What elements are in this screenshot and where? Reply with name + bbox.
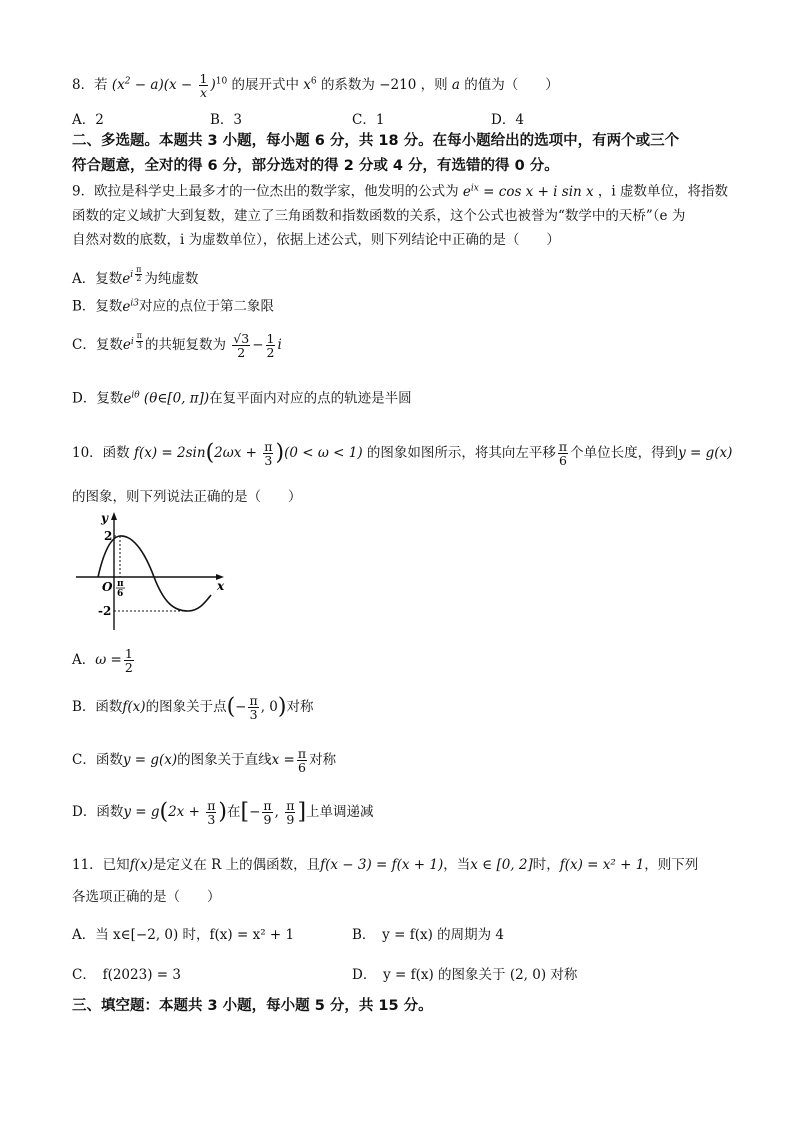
q10-option-a-frac: $\frac{1}{2}$ bbox=[124, 646, 133, 676]
q9-line1-pre: 9．欧拉是科学史上最多才的一位杰出的数学家，他发明的公式为 bbox=[72, 183, 459, 200]
q10-cond: (0 < ω < 1) bbox=[284, 445, 363, 462]
q11-stem bbox=[72, 857, 698, 873]
q9-option-c[interactable]: C．复数$e^{i \frac{\pi}{3}}$ 的共轭复数为 $\frac{√3}{2}$ − $\frac{1}{2}$ i bbox=[72, 331, 282, 361]
q8-stem-pre: 8．若 bbox=[72, 77, 108, 94]
q11-option-a[interactable]: A．当 x∈[−2, 0) 时，f(x) = x² + 1 bbox=[72, 927, 295, 943]
q10-post: 个单位长度，得到 bbox=[570, 445, 679, 462]
graph-x-tick-den: 6 bbox=[117, 589, 124, 599]
q10-line2: 的图象，则下列说法正确的是（ ） bbox=[72, 489, 302, 505]
q9-option-d[interactable] bbox=[72, 390, 412, 407]
q9-option-d-post: 在复平面内对应的点的轨迹是半圆 bbox=[209, 390, 412, 407]
q11-eq1: f(x − 3) = f(x + 1) bbox=[320, 857, 444, 873]
q10-option-c-pre: C．函数 bbox=[72, 752, 123, 769]
q10-pre: 10．函数 bbox=[72, 445, 130, 462]
q10-option-c-frac: $\frac{\pi}{6}$ bbox=[297, 746, 307, 776]
graph-y-min: -2 bbox=[98, 604, 112, 618]
q10-option-b-f: f(x) bbox=[122, 699, 146, 716]
q8-expr: $(x^2 - a)(x$ − $\frac{1}{x}$ )$^{10}$ bbox=[111, 71, 228, 101]
q10-arg: 2ωx + $\frac{\pi}{3}$ bbox=[214, 439, 273, 469]
q9-option-c-post: i bbox=[277, 337, 282, 354]
q8-stem-end: 的值为（ ） bbox=[464, 77, 559, 94]
q11-post: ，则下列 bbox=[644, 857, 699, 873]
q9-line1-post: ，i 虚数单位，将指数 bbox=[597, 183, 729, 200]
q11-mid3: 时， bbox=[532, 857, 560, 873]
q9-option-a-post: 为纯虚数 bbox=[144, 270, 199, 287]
q8-stem-mid: 的展开式中 bbox=[231, 77, 299, 94]
graph-y-label: y bbox=[101, 511, 108, 525]
q11-cond: x ∈ [0, 2] bbox=[470, 857, 533, 873]
q9-option-c-frac2: $\frac{1}{2}$ bbox=[266, 331, 275, 361]
section3-heading: 三、填空题：本题共 3 小题，每小题 5 分，共 15 分。 bbox=[72, 998, 433, 1014]
q9-option-b-post: 对应的点位于第二象限 bbox=[139, 298, 275, 315]
q10-option-d[interactable]: D．函数y = g(2x + $\frac{\pi}{3}$ )在[− $\frac{\pi}{9}$ , $\frac{\pi}{9}$ ]上单调递减 bbox=[72, 798, 374, 828]
q8-option-c[interactable]: C．1 bbox=[352, 112, 385, 128]
q8-option-d[interactable]: D．4 bbox=[491, 112, 524, 128]
q10-option-c[interactable] bbox=[72, 747, 336, 774]
q11-mid1: 是定义在 R 上的偶函数，且 bbox=[152, 857, 321, 873]
q11-option-c[interactable]: C． f(2023) = 3 bbox=[72, 967, 181, 983]
q9-line2: 函数的定义域扩大到复数，建立了三角函数和指数函数的关系，这个公式也被誉为“数学中的天桥”（e 为 bbox=[72, 208, 686, 224]
q8-stem-mid2: 的系数为 bbox=[320, 77, 375, 94]
q10-option-b[interactable]: B．函数f(x)的图象关于点(− $\frac{\pi}{3}$ , 0)对称 bbox=[72, 693, 314, 723]
q9-option-a-expr: $e^{i \frac{\pi}{2}}$ bbox=[122, 265, 142, 287]
q9-option-d-cond: (θ∈[0, π]) bbox=[143, 390, 210, 407]
q9-option-d-expr: $e^{i\theta}$ bbox=[123, 390, 140, 407]
q8-stem bbox=[72, 72, 559, 99]
q9-option-b-expr: $e^{i3}$ bbox=[122, 298, 140, 315]
q10-option-a-pre: A． bbox=[72, 652, 96, 669]
q9-option-b-pre: B．复数 bbox=[72, 298, 123, 315]
q10-stem: 10．函数 f(x) = 2sin(2ωx + $\frac{\pi}{3}$ )(0 < ω < 1) 的图象如图所示，将其向左平移 $\frac{\pi}{6}$ 个单位长度，得到y = g(x) bbox=[72, 439, 733, 469]
q10-option-b-frac: $\frac{\pi}{3}$ bbox=[249, 693, 258, 723]
q11-option-b[interactable]: B． y = f(x) 的周期为 4 bbox=[352, 927, 505, 943]
q10-option-b-pre: B．函数 bbox=[72, 699, 123, 716]
q9-option-d-pre: D．复数 bbox=[72, 390, 124, 407]
q10-option-c-post: 对称 bbox=[309, 752, 337, 769]
graph-y-max: 2 bbox=[104, 529, 113, 543]
q10-mid: 的图象如图所示，将其向左平移 bbox=[366, 445, 556, 462]
q11-mid2: ，当 bbox=[443, 857, 471, 873]
q10-option-c-g: y = g(x) bbox=[122, 752, 178, 769]
q10-option-b-post: 对称 bbox=[286, 699, 314, 716]
q10-func: f(x) = 2sin bbox=[133, 445, 206, 462]
q10-graph bbox=[70, 510, 230, 632]
graph-x-tick-num: π bbox=[117, 579, 124, 589]
q10-option-d-post: 上单调递减 bbox=[306, 804, 374, 821]
q9-option-a-pre: A．复数 bbox=[72, 270, 123, 287]
q9-line3: 自然对数的底数，i 为虚数单位），依据上述公式，则下列结论中正确的是（ ） bbox=[72, 232, 560, 248]
q9-option-c-expr: $e^{i \frac{\pi}{3}}$ bbox=[122, 331, 142, 354]
q8-option-b[interactable]: B．3 bbox=[210, 112, 243, 128]
q10-option-c-x: x = bbox=[271, 752, 295, 769]
graph-curve bbox=[98, 536, 211, 611]
q11-fx: f(x) bbox=[129, 857, 153, 873]
q9-option-b[interactable] bbox=[72, 298, 274, 315]
q9-option-c-mid: 的共轭复数为 bbox=[145, 337, 226, 354]
graph-y-arrow bbox=[111, 512, 117, 520]
q10-option-a[interactable] bbox=[72, 647, 136, 674]
q11-pre: 11．已知 bbox=[72, 857, 130, 873]
q9-option-a[interactable] bbox=[72, 266, 198, 287]
section2-line1: 二、多选题。本题共 3 小题，每小题 6 分，共 18 分。在每小题给出的选项中，有两个或三个 bbox=[72, 133, 680, 149]
q9-line1 bbox=[72, 183, 728, 200]
q8-stem-post: ，则 bbox=[420, 77, 448, 94]
q10-option-b-mid: 的图象关于点 bbox=[145, 699, 227, 716]
q8-var: a bbox=[451, 77, 460, 94]
q11-eq2: f(x) = x² + 1 bbox=[559, 857, 645, 873]
q11-option-d[interactable]: D． y = f(x) 的图象关于 (2, 0) 对称 bbox=[352, 967, 578, 983]
q10-option-d-pre: D．函数 bbox=[72, 804, 124, 821]
q10-option-d-mid: 在 bbox=[227, 804, 241, 821]
q8-option-a[interactable]: A．2 bbox=[72, 112, 104, 128]
q9-formula: $e^{ix} = \cos x + i$ sin x bbox=[462, 183, 594, 200]
q9-option-c-frac1: $\frac{√3}{2}$ bbox=[233, 331, 250, 361]
section2-line2: 符合题意，全对的得 6 分，部分选对的得 2 分或 4 分，有选错的得 0 分。 bbox=[72, 158, 559, 174]
q10-option-c-mid: 的图象关于直线 bbox=[177, 752, 272, 769]
q10-gx: y = g(x) bbox=[678, 445, 733, 462]
q10-option-a-var: ω = bbox=[95, 652, 122, 669]
q11-line2: 各选项正确的是（ ） bbox=[72, 889, 221, 905]
q8-coef: −210 bbox=[379, 77, 417, 94]
graph-x-label: x bbox=[217, 579, 225, 593]
q10-shift: $\frac{\pi}{6}$ bbox=[558, 439, 568, 469]
graph-origin: O bbox=[102, 580, 113, 594]
q8-term: $x^6$ bbox=[303, 76, 317, 94]
q9-option-c-pre: C．复数 bbox=[72, 337, 123, 354]
q10-option-d-g: y = g bbox=[123, 804, 160, 821]
